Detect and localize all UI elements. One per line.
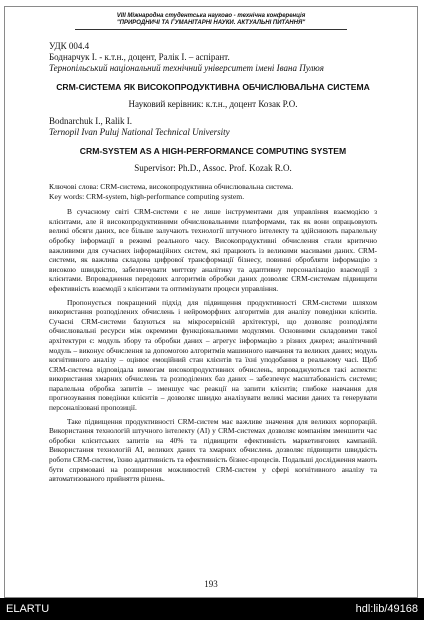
handle-identifier: hdl:lib/49168 xyxy=(355,603,418,615)
paragraph-2: Пропонується покращений підхід для підвищення продуктивності CRM-системи шляхом використання розподілених обчислень і нейроморфних алгоритмів для аналізу поведінки клієнтів. Сучасні CRM-системи базуються на мікросервісній архітектурі, що дозволяє розподіляти обчислювальні ресурси між окремими функціональними модулями. Основними складовими такої архітектури є: модуль збору та обробки даних – агрегує інформацію з різних джерел; аналітичний модуль – виконує обчислення за допомогою алгоритмів машинного навчання та великих даних; модуль когнітивного аналізу – оцінює емоційний стан клієнтів та їхні уподобання в реальному часі. Щоб CRM-система відповідала вимогам високопродуктивних обчислень, впроваджуються такі аспекти: використання хмарних обчислень та розподілених баз даних – забезпечує масштабованість системи; паралельна обробка запитів – зменшує час реакції на запити клієнтів; глибоке навчання для прогнозування поведінки клієнтів – дозволяє швидко аналізувати великі масиви даних та генерувати персоналізовані пропозиції. xyxy=(49,297,377,413)
repository-footer xyxy=(0,598,424,620)
document-page xyxy=(4,6,418,598)
udk-code: УДК 004.4 xyxy=(49,41,90,51)
supervisor-ua: Науковий керівник: к.т.н., доцент Козак Р.О. xyxy=(128,99,298,109)
paragraph-3: Таке підвищення продуктивності CRM-систем має важливе значення для великих корпорацій. Використання технологій штучного інтелекту (AI) у CRM-системах дозволяє компаніям зменшити час обробки клієнтських запитів на 40% та підвищити ефективність маркетингових кампаній. Використання технологій AI, великих даних та хмарних обчислень дозволяє підвищити швидкість роботи CRM-систем, їхню адаптивність та ефективність бізнес-процесів. Подальші дослідження мають бути спрямовані на розширення можливостей CRM-систем у сфері когнітивного аналізу та автоматизованого прийняття рішень. xyxy=(49,416,377,484)
keywords-ua: Ключові слова: CRM-система, високопродуктивна обчислювальна система. xyxy=(49,182,294,191)
conference-header-line1: VIII Міжнародна студентська науково - технічна конференція xyxy=(116,13,306,19)
title-ua: CRM-СИСТЕМА ЯК ВИСОКОПРОДУКТИВНА ОБЧИСЛЮВАЛЬНА СИСТЕМА xyxy=(56,82,370,92)
repository-name: ELARTU xyxy=(6,603,50,615)
keywords-en: Key words: CRM-system, high-performance computing system. xyxy=(49,191,245,201)
page-number: 193 xyxy=(204,579,218,589)
title-en: CRM-SYSTEM AS A HIGH-PERFORMANCE COMPUTING SYSTEM xyxy=(79,146,347,156)
affiliation-ua: Тернопільський національний технічний університет імені Івана Пулюя xyxy=(49,63,324,73)
affiliation-en: Ternopil Ivan Puluj National Technical University xyxy=(49,127,230,137)
authors-ua: Боднарчук І. - к.т.н., доцент, Ралік І. – аспірант. xyxy=(49,52,230,62)
conference-header-line2: "ПРИРОДНИЧІ ТА ГУМАНІТАРНІ НАУКИ. АКТУАЛЬНІ ПИТАННЯ" xyxy=(116,20,306,26)
paper-body xyxy=(49,33,377,484)
supervisor-en: Supervisor: Ph.D., Assoc. Prof. Kozak R.O. xyxy=(134,163,292,173)
conference-header xyxy=(75,13,347,30)
paragraph-1: В сучасному світі CRM-системи є не лише інструментами для управління взаємодією з клієнтами, але й високопродуктивними обчислювальними платформами, так як вони опрацьовують великі обсяги даних, все більше залучають технології штучного інтелекту та здійснюють паралельну обробку інформації в режимі реального часу. Високопродуктивні обчислення стали критично важливими для сучасних інформаційних систем, які працюють із великими масивами даних. CRM-системи, як важлива складова цифрової трансформації бізнесу, повинні обробляти інформацію з високою швидкістю, забезпечувати миттєву аналітику та адаптивну персоналізацію взаємодії з клієнтами. Впровадження передових алгоритмів обробки даних дозволяє CRM-системам підвищити ефективність взаємодії з клієнтами та оптимізувати процеси управління. xyxy=(49,207,377,293)
authors-en: Bodnarchuk I., Ralik I. xyxy=(49,116,132,126)
